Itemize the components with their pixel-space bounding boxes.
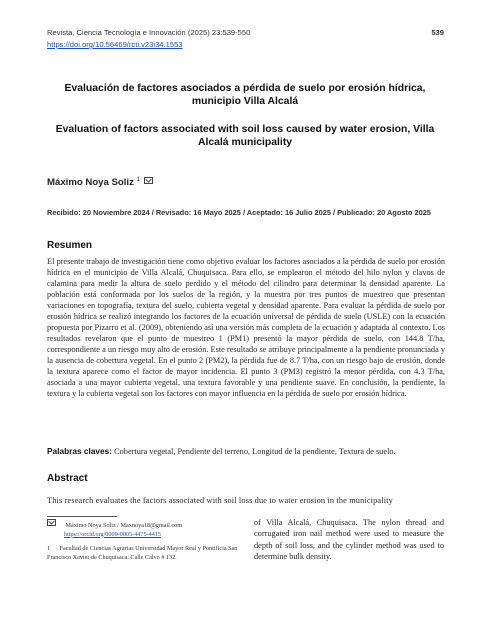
doi-link[interactable]: https://doi.org/10.56469/rcti.v23i34.1553 — [47, 40, 183, 49]
footnote-author-contact: Máximo Noya Soliz / Maxnoya18@gmail.com — [65, 522, 183, 529]
mail-icon — [47, 519, 56, 526]
title-english: Evaluation of factors associated with soil loss caused by water erosion, Villa Alcalá municipality — [55, 124, 435, 148]
title-spanish: Evaluación de factores asociados a pérdida de suelo por erosión hídrica, municipio Villa Alcalá — [64, 83, 426, 107]
abstract-first-line: This research evaluates the factors associated with soil loss due to water erosion in the municipality — [47, 496, 393, 505]
footnote-author — [47, 519, 247, 539]
keywords-label: Palabras claves: — [47, 446, 113, 456]
keywords — [47, 446, 445, 457]
publication-dates: Recibido: 20 Noviembre 2024 / Revisado: 16 Mayo 2025 / Aceptado: 16 Julio 2025 / Publicado: 20 Agosto 2025 — [47, 208, 431, 217]
resumen-heading: Resumen — [47, 240, 93, 251]
orcid-link[interactable]: https://orcid.org/0009-0005-4475-4415 — [64, 530, 161, 538]
resumen-text: El presente trabajo de investigación tiene como objetivo evaluar los factores asociados a la pérdida de suelo por erosión hídrica en el municipio de Villa Alcalá, Chuquisaca. Para ello, se emplearon el método del hilo nylon y clavos de calamina para medir la altura de suelo perdido y el método del cilindro para determinar la densidad aparente. La población está conformada por los suelos de la región, y la muestra por tres puntos de muestreo que presentan variaciones en topografía, textura del suelo, cubierta vegetal y densidad aparente. Para evaluar la pérdida de suelo por erosión hídrica se realizó integrando los factores de la ecuación universal de pérdida de suelo (USLE) con la ecuación propuesta por Pizarro et al. (2009), obteniendo así una versión más completa de la ecuación y adaptada al contexto. Los resultados revelaron que el punto de muestreo 1 (PM1) presentó la mayor pérdida de suelo, con 144.8 T/ha, correspondiente a un riesgo muy alto de erosión. Este resultado se atribuye principalmente a la pendiente pronunciada y la ausencia de cobertura vegetal. En el punto 2 (PM2), la pérdida fue de 8.7 T/ha, con un riesgo bajo de erosión, donde la textura aparece como el factor de mayor incidencia. El punto 3 (PM3) registró la menor pérdida, con 4.3 T/ha, asociada a una mayor cubierta vegetal, una textura favorable y una pendiente suave. En conclusión, la pendiente, la textura y la cubierta vegetal son los factores con mayor influencia en la pérdida de suelo por erosión hídrica. — [47, 257, 445, 398]
affiliation-text: Facultad de Ciencias Agrarias Universidad Mayor Real y Pontificia San Francisco Xavier de Chuquisaca. Calle Calvo # 132. — [47, 545, 238, 561]
journal-header: Revista, Ciencia Tecnología e Innovación (2025) 23:539-550 — [47, 28, 251, 37]
affiliation-number: 1 — [47, 545, 51, 552]
author-name: Máximo Noya Soliz — [47, 177, 134, 189]
footnote-divider — [47, 516, 117, 517]
mail-icon[interactable] — [144, 177, 153, 184]
abstract-heading: Abstract — [47, 473, 88, 484]
author-line — [47, 177, 153, 188]
author-superscript: 1 — [136, 177, 140, 183]
footnote-affiliation — [47, 545, 252, 563]
page-number: 539 — [431, 28, 444, 37]
abstract-text-column2: of Villa Alcalá, Chuquisaca. The nylon thread and corrugated iron nail method were used to measure the depth of soil loss, and the cylinder method was used to determine bulk density. — [254, 518, 444, 561]
keywords-text: Cobertura vegetal, Pendiente del terreno, Longitud de la pendiente, Textura de suelo. — [114, 447, 396, 456]
